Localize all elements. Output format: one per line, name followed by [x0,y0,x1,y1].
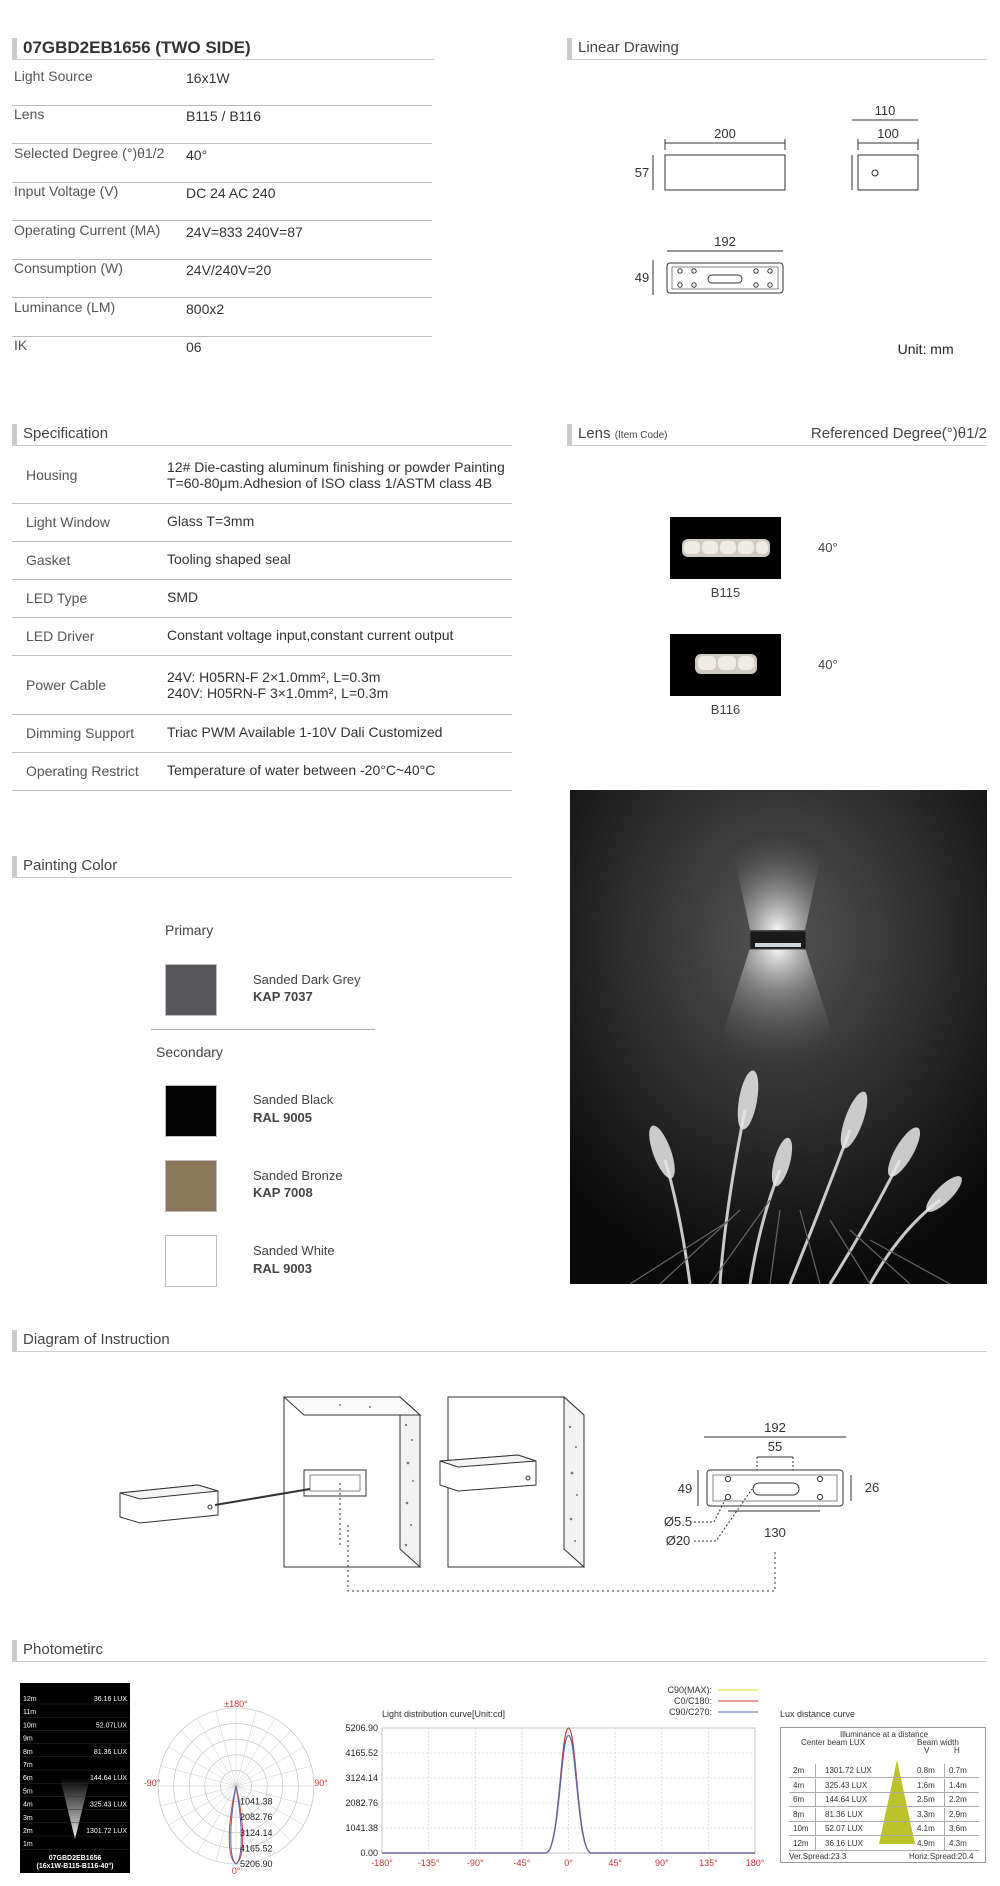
spec-value-line1: 12# Die-casting aluminum finishing or powder Painting [167,459,505,475]
lens-image-b115 [670,517,781,579]
series-line-0 [382,1728,755,1853]
legend-c0: C0/C180: [673,1696,712,1706]
polar-spoke [161,1766,236,1786]
spec-value-line1: Tooling shaped seal [167,551,291,567]
spec-value [167,513,254,529]
inst-dim-130: 130 [764,1525,786,1540]
lux-beam-v: 4.9m [917,1838,935,1848]
param-row [12,299,432,337]
product-photo [570,790,987,1284]
x-tick-label: 135° [699,1858,718,1868]
primary-label: Primary [165,922,214,938]
spec-label: Housing [26,467,78,483]
spec-value-line2: 240V: H05RN-F 3×1.0mm², L=0.3m [167,684,389,701]
param-value: 40° [186,147,208,163]
color-name-dark-grey: Sanded Dark Grey [253,972,361,987]
lens-b116-graphic [670,634,781,696]
param-value: B115 / B116 [186,108,261,124]
polar-spoke [168,1786,236,1825]
lens-degree-b116: 40° [818,657,838,672]
back-plate [667,263,783,293]
beam-mini-graphic [20,1683,130,1873]
lux-distance: 12m [793,1838,809,1848]
curve-title: Light distribution curve[Unit:cd] [382,1709,506,1719]
polar-right-label: 90° [314,1778,328,1788]
mini-row-label: 1m [23,1841,33,1849]
end-view-body [858,155,918,190]
product-photo-graphic [570,790,987,1284]
side-view-body [665,155,785,190]
x-tick-label: 0° [564,1858,573,1868]
param-value: DC 24 AC 240 [186,185,276,201]
lux-cell-divider [815,1793,816,1807]
polar-spoke [181,1786,236,1841]
mini-lux-label: 1301.72 LUX [86,1828,127,1835]
lens-degree-b115: 40° [818,540,838,555]
param-label: Luminance (LM) [14,299,116,315]
lux-row [789,1779,979,1793]
spec-value-line1: Triac PWM Available 1-10V Dali Customized [167,724,443,740]
polar-ring-label: 1041.38 [240,1796,273,1807]
dim-192: 192 [714,234,736,249]
param-label: Operating Current (MA) [14,222,161,238]
polar-spoke [216,1786,236,1861]
x-tick-label: -90° [466,1858,484,1868]
param-row [12,68,432,106]
param-value: 16x1W [186,70,230,86]
polar-top-label: ±180° [224,1699,248,1709]
lens-title: Lens [578,425,611,442]
linear-drawing-title: Linear Drawing [567,38,987,60]
mini-row-label: 10m [23,1722,37,1730]
dim-57: 57 [634,165,650,180]
lux-beam-h: 0.7m [949,1766,967,1775]
chart-frame [382,1728,755,1853]
param-label: Lens [14,106,45,122]
polar-spoke [236,1747,304,1786]
param-row [12,106,432,144]
lux-cell-divider [815,1837,816,1851]
inst-dim-55: 55 [767,1439,783,1454]
spec-label: Power Cable [26,676,107,693]
polar-spoke [236,1718,275,1786]
lux-cell-divider [944,1837,945,1851]
mini-row-label: 9m [23,1735,33,1743]
x-tick-label: 90° [654,1858,669,1868]
lux-beam-h: 4.3m [949,1838,967,1848]
lux-value: 325.43 LUX [825,1780,868,1790]
param-label: Selected Degree (°)θ1/2 [14,145,165,161]
spec-value [167,459,505,491]
instruction-diagram [110,1385,890,1605]
polar-chart [140,1690,330,1880]
lux-row [789,1793,979,1807]
primary-divider [151,1029,375,1030]
y-tick-label: 2082.76 [345,1798,378,1808]
spec-value [167,762,435,778]
mini-lux-label: 36.16 LUX [93,1696,127,1703]
dim-200: 200 [714,126,736,141]
lens-code-b115: B115 [710,585,741,600]
spec-value [167,627,453,643]
lux-cell-divider [815,1764,816,1778]
polar-spoke [168,1747,236,1786]
spec-row [12,448,512,504]
mini-row-label: 8m [23,1748,33,1756]
spec-label: Light Window [26,514,111,530]
linear-drawing [620,95,940,315]
inst-back-plate [707,1470,843,1506]
spec-value [167,724,442,740]
polar-left-label: -90° [143,1778,161,1788]
x-tick-label: 45° [608,1858,622,1868]
distribution-chart [340,1683,765,1883]
instruction-title: Diagram of Instruction [12,1330,987,1352]
inst-dim-phi55: Ø5.5 [663,1514,693,1529]
spec-row [12,656,512,715]
spec-label: Gasket [26,552,71,568]
mini-row-label: 5m [23,1788,33,1796]
polar-spoke [181,1731,236,1786]
spec-row [12,618,512,656]
color-code-white: RAL 9003 [253,1261,313,1276]
param-value: 800x2 [186,301,225,317]
lux-row [789,1808,979,1822]
mini-lux-label: 325.43 LUX [90,1801,127,1809]
mini-row-label: 3m [23,1814,33,1822]
mini-row-label: 7m [23,1762,33,1769]
mini-lux-label: 144.64 LUX [90,1775,127,1783]
param-value: 24V/240V=20 [186,262,272,278]
lux-beam-v: 0.8m [917,1766,935,1775]
secondary-label: Secondary [156,1044,223,1060]
polar-ring-label: 5206.90 [240,1859,273,1869]
lux-cell-divider [815,1808,816,1822]
mini-caption-1: 07GBD2EB1656 [48,1855,102,1862]
lux-head-h: H [954,1746,960,1755]
lux-distance: 4m [793,1780,805,1790]
lux-cell-divider [944,1822,945,1836]
photometric-title: Photometirc [12,1640,987,1662]
inst-dim-49: 49 [677,1481,693,1496]
legend-c90max: C90(MAX): [667,1685,712,1695]
lens-code-b116: B116 [710,702,741,717]
param-label: Consumption (W) [14,260,123,276]
spec-title: Specification [12,424,512,446]
lux-beam-v: 2.5m [917,1795,935,1804]
spec-row [12,753,512,791]
spec-value-line1: Temperature of water between -20°C~40°C [167,762,436,778]
spec-value-line1: SMD [167,589,199,605]
x-tick-label: -45° [513,1858,531,1868]
swatch-black [165,1085,217,1137]
beam-mini-chart [20,1683,130,1873]
spec-value-line1: Constant voltage input,constant current output [167,627,454,643]
dim-100: 100 [877,126,899,141]
mini-lux-label: 52.07LUX [95,1722,127,1730]
lux-cell-divider [944,1793,945,1807]
unit-label: Unit: mm [897,341,954,357]
lux-head-bw: Beam width [917,1738,959,1747]
inst-dim-192: 192 [764,1420,786,1435]
spec-value [167,669,388,701]
polar-ring-label: 2082.76 [240,1812,273,1823]
spec-row [12,715,512,753]
mini-row-label: 6m [23,1775,33,1783]
spec-value-line2: T=60-80μm.Adhesion of ISO class 1/ASTM class 4B [167,475,493,491]
lux-row [789,1764,979,1778]
color-name-white: Sanded White [253,1243,335,1258]
mini-row-label: 4m [23,1801,33,1809]
lux-beam-h: 2.2m [949,1795,967,1804]
lux-distance: 8m [793,1809,805,1819]
mini-lux-label: 81.36 LUX [93,1748,127,1756]
y-tick-label: 3124.14 [345,1773,378,1783]
lux-title: Lux distance curve [780,1709,856,1719]
lux-cell-divider [815,1822,816,1836]
spec-label: LED Type [26,590,88,606]
lux-value: 144.64 LUX [825,1795,868,1804]
lens-b115-graphic [670,517,781,579]
lens-title-bar [567,424,987,446]
lux-head1: Illuminance at a distance [839,1730,929,1739]
polar-bottom-label: 0° [231,1866,241,1876]
y-tick-label: 1041.38 [345,1823,378,1833]
spec-value [167,551,291,567]
polar-ring-label: 3124.14 [240,1827,273,1838]
param-row [12,337,432,375]
mini-row-label: 12m [23,1696,37,1703]
y-tick-label: 0.00 [360,1848,378,1858]
lux-beam-v: 4.1m [917,1824,935,1833]
mini-row-label: 2m [23,1828,33,1835]
lux-row [789,1822,979,1836]
polar-ring-label: 4165.52 [240,1843,273,1854]
x-tick-label: -180° [371,1858,393,1868]
lux-distance: 6m [793,1795,805,1804]
param-row [12,260,432,298]
param-label: Light Source [14,68,93,84]
inst-dim-phi20: Ø20 [665,1533,691,1548]
mini-row-label: 11m [23,1709,37,1717]
param-value: 24V=833 240V=87 [186,224,303,240]
swatch-bronze [165,1160,217,1212]
param-label: Input Voltage (V) [14,183,119,199]
ref-degree-title: Referenced Degree(°)θ1/2 [810,425,987,442]
lux-beam-h: 1.4m [949,1780,967,1790]
lux-beam-h: 3.6m [949,1824,967,1833]
lux-cell-divider [815,1779,816,1793]
lux-head-center: Center beam LUX [801,1738,866,1747]
spec-row [12,580,512,618]
spec-value-line1: Glass T=3mm [167,513,255,529]
hor-spread: Horiz.Spread:20.4 [909,1852,974,1861]
spec-label: Operating Restrict [26,763,139,779]
lux-value: 81.36 LUX [825,1809,863,1819]
swatch-dark-grey [165,964,217,1016]
mini-caption-2: (16x1W-B115-B116-40°) [36,1863,114,1870]
lens-image-b116 [670,634,781,696]
color-code-bronze: KAP 7008 [253,1185,313,1200]
lux-beam-v: 3.3m [917,1809,935,1819]
lux-head-v: V [924,1746,930,1755]
spec-value-line1: 24V: H05RN-F 2×1.0mm², L=0.3m [167,668,381,685]
color-code-dark-grey: KAP 7037 [253,989,313,1004]
lux-beam-v: 1.6m [917,1780,935,1790]
lux-value: 52.07 LUX [825,1824,863,1833]
lux-row [789,1837,979,1851]
polar-spoke [216,1711,236,1786]
lux-cell-divider [944,1764,945,1778]
param-value: 06 [186,339,202,355]
ver-spread: Ver.Spread:23.3 [789,1852,847,1861]
color-name-black: Sanded Black [253,1092,334,1107]
lux-cell-divider [944,1779,945,1793]
spec-value [167,589,198,605]
lux-distance: 2m [793,1766,805,1775]
lux-distance: 10m [793,1824,809,1833]
lens-title-small: (Item Code) [614,430,668,441]
param-row [12,183,432,221]
painting-title: Painting Color [12,856,512,878]
param-label: IK [14,337,28,353]
polar-spoke [197,1718,236,1786]
color-code-black: RAL 9005 [253,1110,313,1125]
lux-value: 36.16 LUX [825,1838,863,1848]
color-name-bronze: Sanded Bronze [253,1168,343,1183]
lux-table [780,1727,986,1863]
polar-spoke [236,1731,291,1786]
lux-cell-divider [944,1808,945,1822]
spec-label: LED Driver [26,628,95,644]
x-tick-label: 180° [745,1858,765,1868]
product-title: 07GBD2EB1656 (TWO SIDE) [23,38,251,57]
product-title-bar [12,38,434,60]
polar-spoke [236,1766,311,1786]
y-tick-label: 4165.52 [345,1748,378,1758]
legend-c90: C90/C270: [668,1707,712,1717]
lux-value: 1301.72 LUX [825,1766,872,1775]
spec-label: Dimming Support [26,725,135,741]
inst-dim-26: 26 [864,1480,880,1495]
dim-49: 49 [634,270,650,285]
polar-spoke [236,1711,256,1786]
spec-row [12,504,512,542]
lux-beam-h: 2.9m [949,1809,967,1819]
x-tick-label: -135° [417,1858,440,1868]
param-row [12,222,432,260]
spec-row [12,542,512,580]
swatch-white [165,1235,217,1287]
y-tick-label: 5206.90 [345,1723,378,1733]
polar-spoke [161,1786,236,1806]
param-row [12,145,432,183]
dim-110: 110 [874,103,896,118]
